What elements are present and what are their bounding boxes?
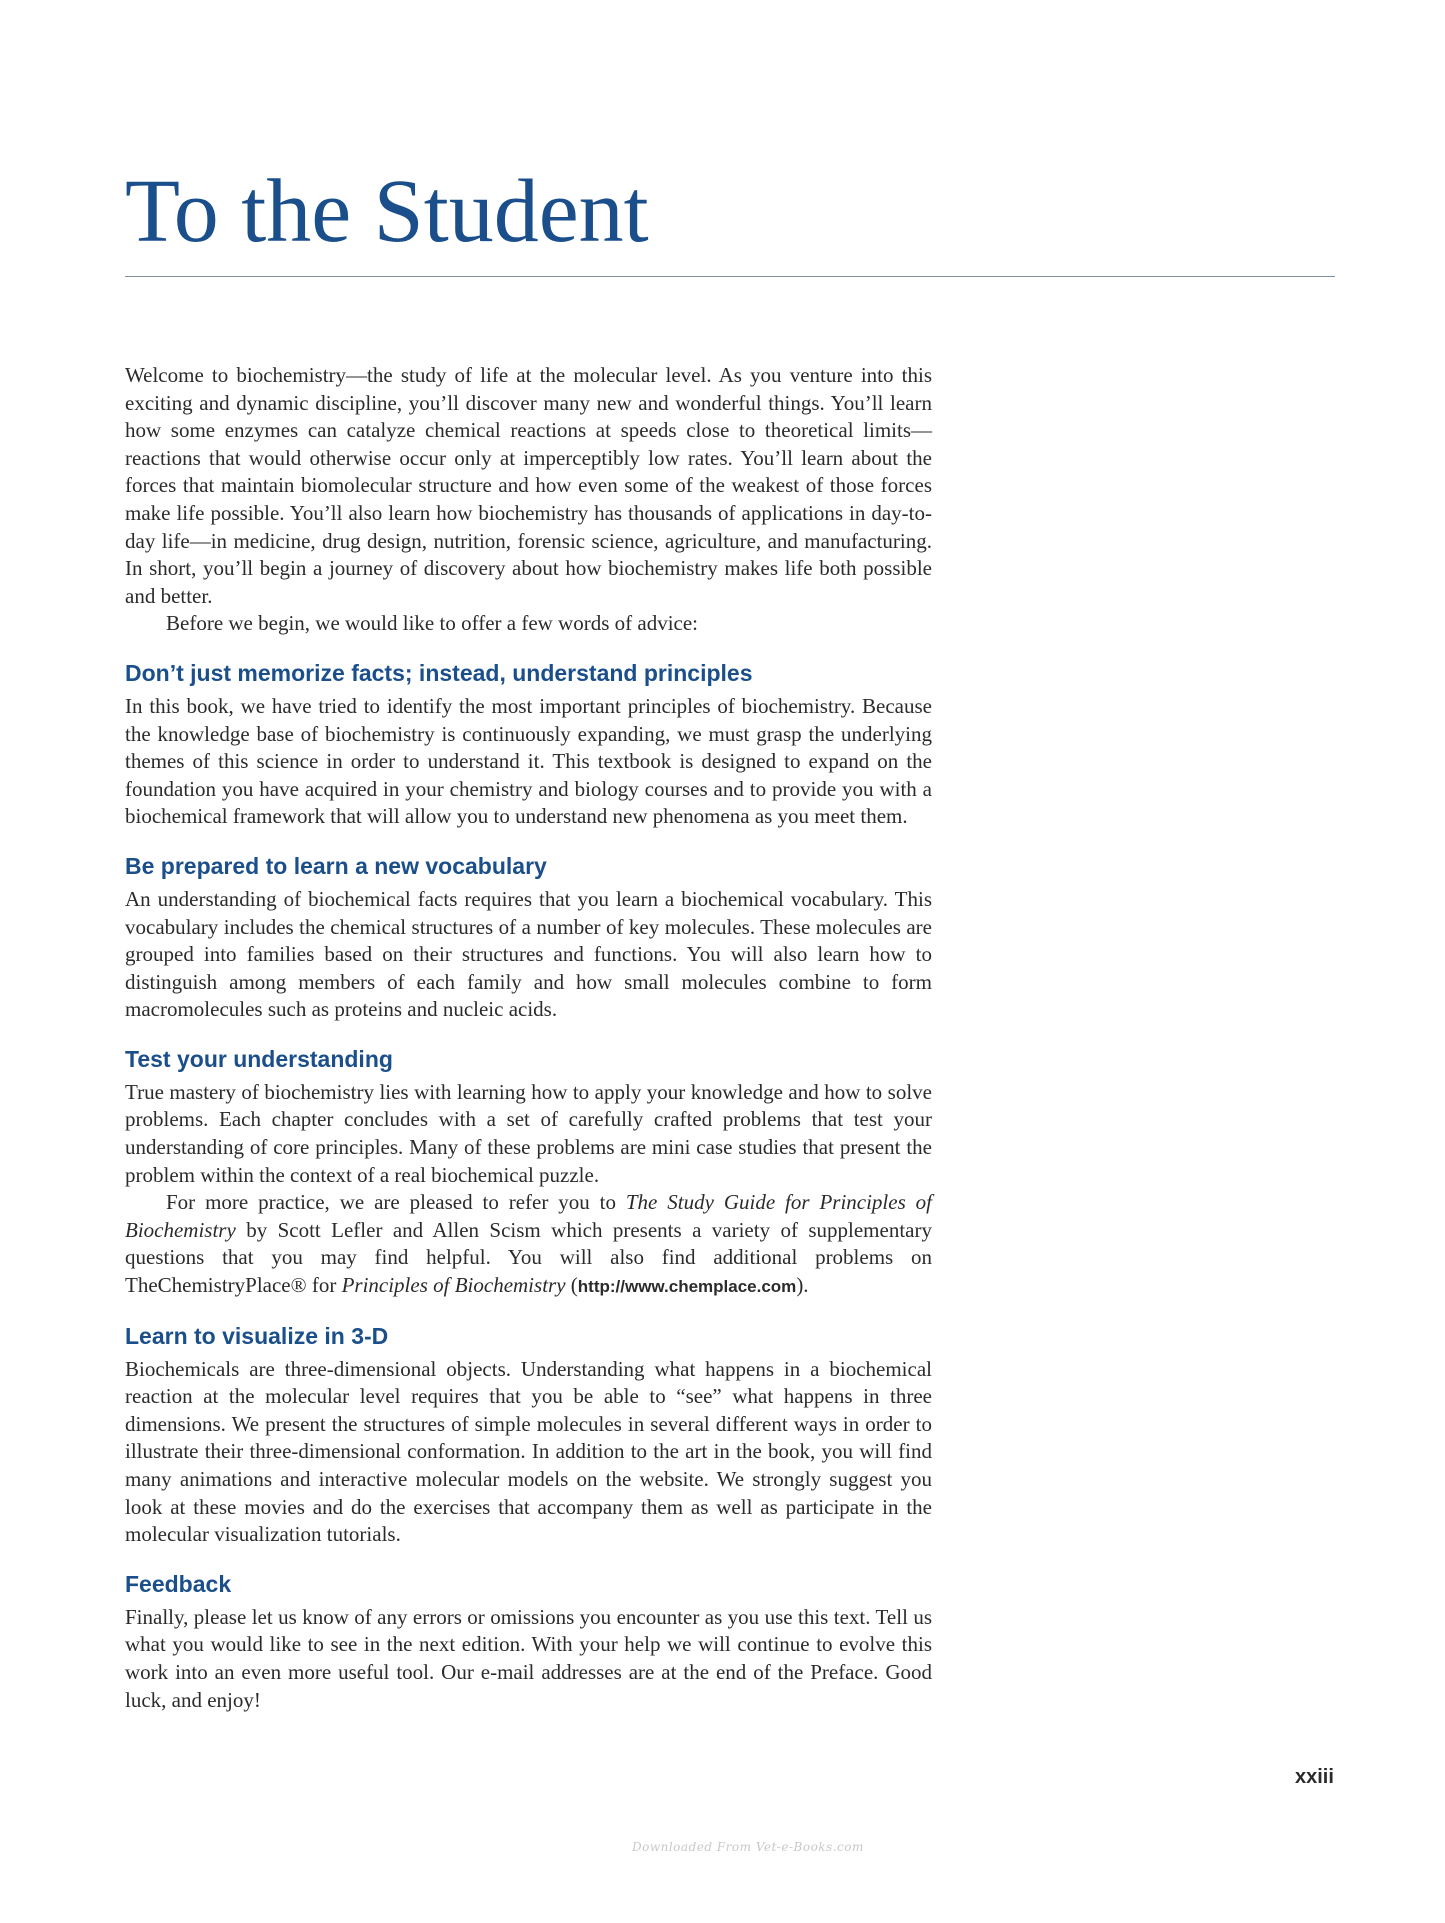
book-title: Principles of Biochemistry: [341, 1273, 566, 1298]
intro-paragraph: Welcome to biochemistry—the study of life at the molecular level. As you venture into this exciting and dynamic discipline, you’ll discover many new and wonderful things. You’ll learn how some enzymes can catalyze chemical reactions at speeds close to theoretical limits—reactions that would otherwise occur only at imperceptibly low rates. You’ll learn about the forces that maintain biomolecular structure and how even some of the weakest of those forces make life possible. You’ll also learn how biochemistry has thousands of applications in day-to-day life—in medicine, drug design, nutrition, forensic science, agriculture, and manufacturing. In short, you’ll begin a journey of discovery about how biochemistry makes life both possible and better.: [125, 363, 932, 608]
section-heading-principles: Don’t just memorize facts; instead, understand principles: [125, 659, 753, 686]
section-paragraph-principles: In this book, we have tried to identify the most important principles of biochemistry. Because the knowledge base of biochemistry is continuously expanding, we must grasp the underlying themes of this science in order to understand it. This textbook is designed to expand on the foundation you have acquired in your chemistry and biology courses and to provide you with a biochemical framework that will allow you to understand new phenomena as you meet them.: [125, 693, 932, 829]
section-paragraph-feedback: Finally, please let us know of any errors or omissions you encounter as you use this text. Tell us what you would like to see in the next edition. With your help we will continue to evolve this work into an even more useful tool. Our e-mail addresses are at the end of the Preface. Good luck, and enjoy!: [125, 1604, 932, 1712]
section-heading-feedback: Feedback: [125, 1570, 232, 1597]
url-close-paren: ).: [796, 1273, 809, 1298]
chemplace-url: http://www.chemplace.com: [577, 1277, 797, 1297]
study-guide-title: The Study Guide for Principles of Biochemistry: [125, 1190, 932, 1242]
practice-text-start: For more practice, we are pleased to refer you to: [166, 1190, 626, 1215]
section-paragraph-3d: Biochemicals are three-dimensional objects. Understanding what happens in a biochemical reaction at the molecular level requires that you be able to “see” what happens in three dimensions. We present the structures of simple molecules in several different ways in order to illustrate their three-dimensional conformation. In addition to the art in the book, you will find many animations and interactive molecular models on the website. We strongly suggest you look at these movies and do the exercises that accompany them as well as participate in the molecular visualization tutorials.: [125, 1356, 932, 1547]
page-title: To the Student: [125, 162, 649, 261]
section-heading-vocabulary: Be prepared to learn a new vocabulary: [125, 852, 547, 879]
page-number: xxiii: [1295, 1766, 1334, 1788]
title-rule: [125, 276, 1335, 277]
section-paragraph-test: True mastery of biochemistry lies with learning how to apply your knowledge and how to solve problems. Each chapter concludes with a set of carefully crafted problems that test your understanding of core principles. Many of these problems are mini case studies that present the problem within the context of a real biochemical puzzle.: [125, 1079, 932, 1187]
intro-advice-paragraph: Before we begin, we would like to offer a few words of advice:: [166, 611, 699, 636]
section-paragraph-practice: [125, 1189, 932, 1300]
section-heading-test: Test your understanding: [125, 1045, 393, 1072]
url-open-paren: (: [565, 1273, 578, 1298]
body-text: [125, 362, 932, 1714]
watermark: Downloaded From Vet-e-Books.com: [632, 1840, 864, 1854]
practice-text-middle: by Scott Lefler and Allen Scism which presents a variety of supplementary questions that you may find helpful. You will also find additional problems on TheChemistryPlace® for: [125, 1217, 932, 1298]
section-heading-3d: Learn to visualize in 3-D: [125, 1322, 389, 1349]
section-paragraph-vocabulary: An understanding of biochemical facts requires that you learn a biochemical vocabulary. This vocabulary includes the chemical structures of a number of key molecules. These molecules are grouped into families based on their structures and functions. You will also learn how to distinguish among members of each family and how small molecules combine to form macromolecules such as proteins and nucleic acids.: [125, 886, 932, 1022]
